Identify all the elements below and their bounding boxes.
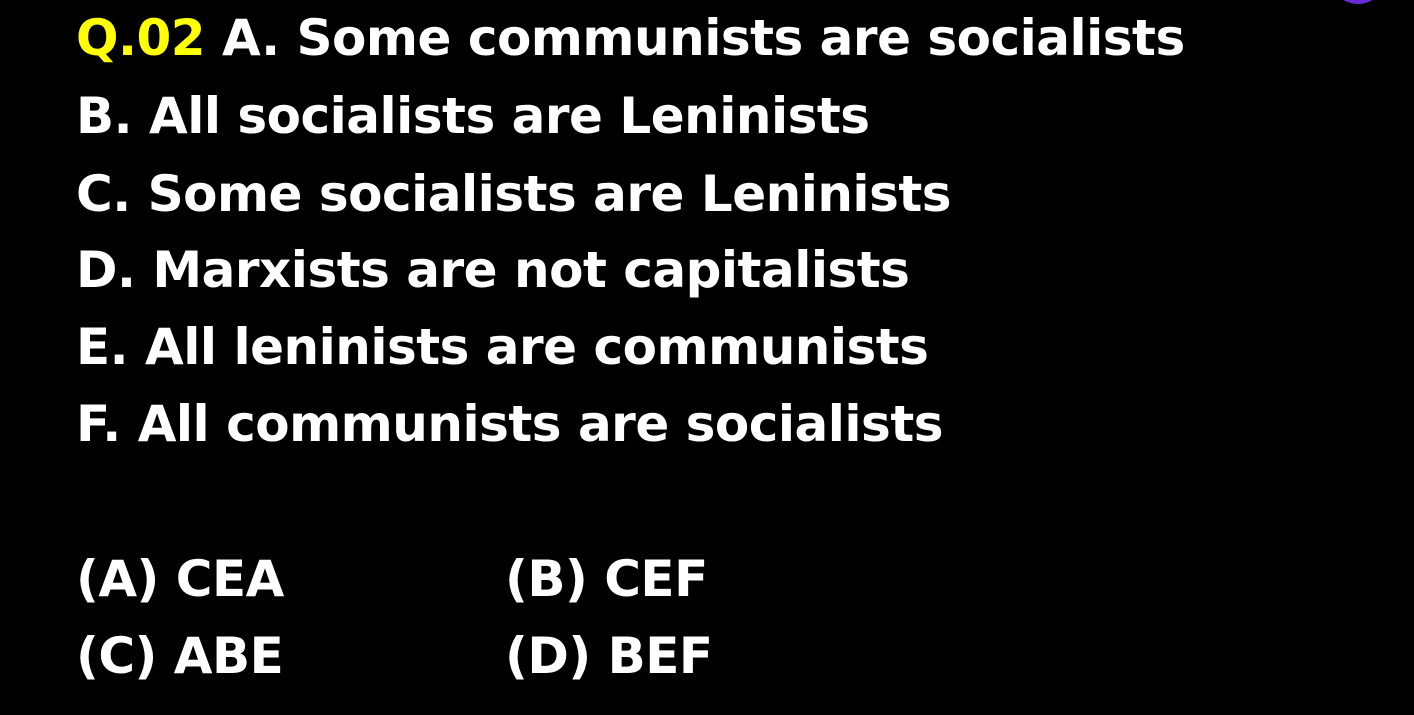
- statement-d: D. Marxists are not capitalists: [76, 241, 910, 299]
- statement-f: F. All communists are socialists: [76, 395, 943, 453]
- option-d[interactable]: (D) BEF: [505, 627, 713, 685]
- option-b[interactable]: (B) CEF: [505, 550, 708, 608]
- corner-circle-icon: [1330, 0, 1386, 4]
- statement-e: E. All leninists are communists: [76, 318, 929, 376]
- statement-a-text: A. Some communists are socialists: [222, 9, 1185, 67]
- statement-a: [76, 8, 1185, 68]
- statement-c: C. Some socialists are Leninists: [76, 165, 951, 223]
- option-a[interactable]: (A) CEA: [76, 550, 284, 608]
- statement-b: B. All socialists are Leninists: [76, 87, 870, 145]
- question-number: Q.02: [76, 9, 206, 67]
- option-c[interactable]: (C) ABE: [76, 627, 284, 685]
